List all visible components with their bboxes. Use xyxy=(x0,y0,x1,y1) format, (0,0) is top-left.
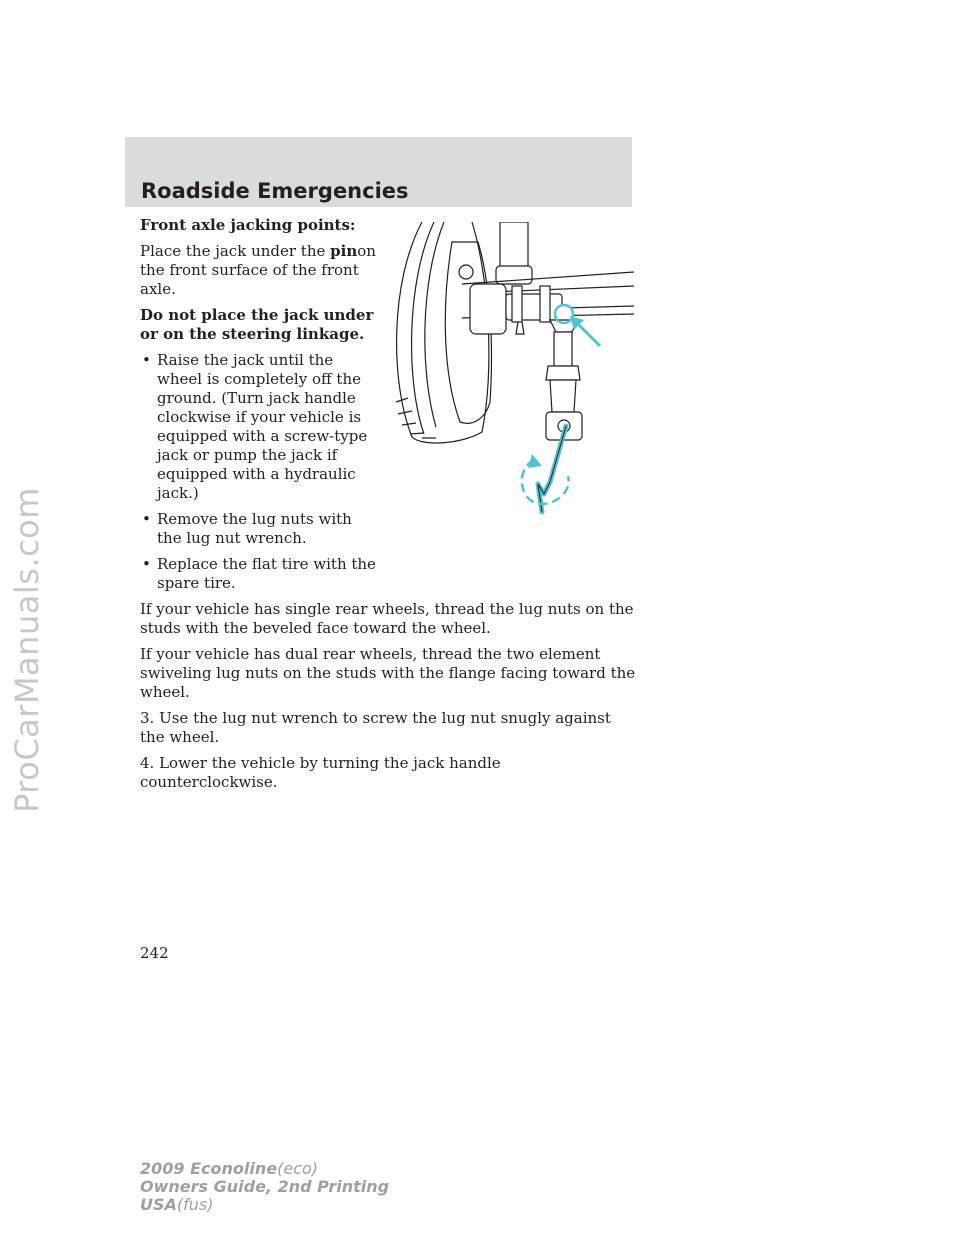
body-paragraph: If your vehicle has single rear wheels, thread the lug nuts on the studs with the beveled face toward the wheel. xyxy=(140,600,634,637)
footer-line-2 xyxy=(140,1178,389,1196)
body-paragraph: 3. Use the lug nut wrench to screw the lug nut snugly against the wheel. xyxy=(140,709,611,746)
jack-shape xyxy=(546,320,582,440)
footer-market-code: (fus) xyxy=(176,1195,214,1214)
footer-edition: Owners Guide, 2nd Printing xyxy=(140,1177,390,1196)
section-header xyxy=(125,137,632,207)
list-item: • Replace the flat tire with the spare tire. xyxy=(140,555,378,593)
intro-paragraph xyxy=(140,242,378,299)
document-footer xyxy=(140,1160,389,1214)
body-paragraph: If your vehicle has dual rear wheels, thread the two element swiveling lug nuts on the studs with the flange facing toward the wheel. xyxy=(140,645,636,701)
intro-bold-term: pin xyxy=(330,242,358,260)
step-list xyxy=(140,351,378,593)
watermark-text: ProCarManuals.com xyxy=(8,487,46,813)
intro-before: Place the jack under the xyxy=(140,242,331,260)
footer-market: USA xyxy=(140,1195,177,1214)
section-title: Roadside Emergencies xyxy=(141,179,409,203)
watermark xyxy=(2,450,52,850)
subsection-heading: Front axle jacking points: xyxy=(140,216,356,234)
footer-model-code: (eco) xyxy=(277,1159,319,1178)
footer-line-1 xyxy=(140,1160,389,1178)
footer-line-3 xyxy=(140,1196,389,1214)
body-paragraph: 4. Lower the vehicle by turning the jack handle counterclockwise. xyxy=(140,754,501,791)
page-number: 242 xyxy=(140,944,169,962)
intro-after: on the front surface of the front axle. xyxy=(140,242,376,298)
warning-text: Do not place the jack under or on the steering linkage. xyxy=(140,306,374,343)
shock-absorber-shape xyxy=(496,222,532,284)
top-column xyxy=(140,216,378,593)
list-item: • Remove the lug nuts with the lug nut wrench. xyxy=(140,510,378,548)
list-item: • Raise the jack until the wheel is completely off the ground. (Turn jack handle clockwise if your vehicle is equipped with a screw-type jack or pump the jack if equipped with a hydraulic jack.) xyxy=(140,351,378,503)
jacking-point-illustration xyxy=(382,222,634,522)
footer-model: 2009 Econoline xyxy=(140,1159,278,1178)
pin-arrow-icon xyxy=(576,322,600,346)
